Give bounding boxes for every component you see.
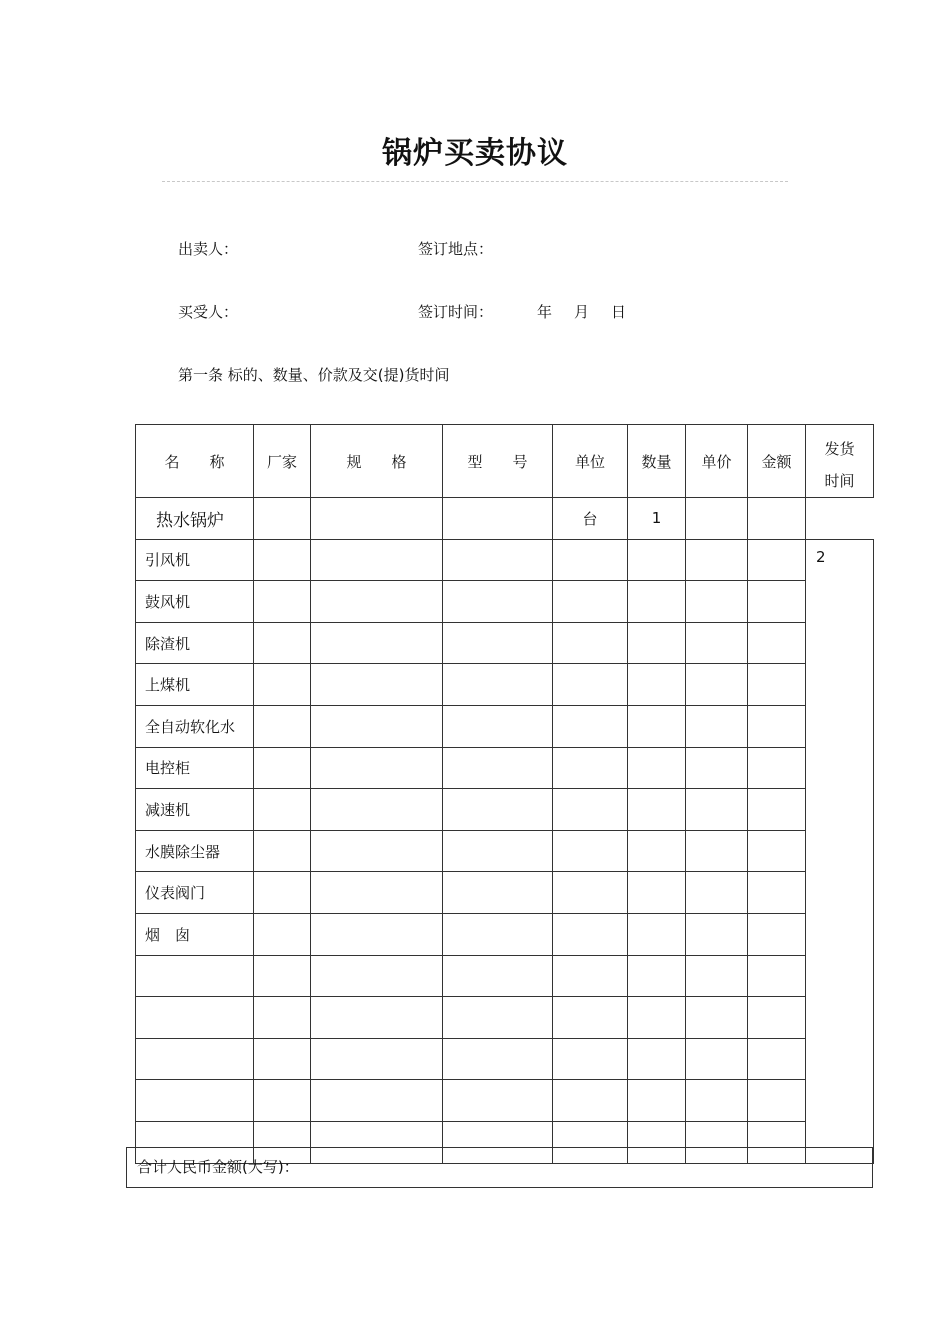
item-name: 引风机 xyxy=(136,539,254,581)
item-unit[interactable] xyxy=(553,789,628,831)
item-unit[interactable] xyxy=(553,664,628,706)
table-row xyxy=(136,789,874,831)
item-unit-price[interactable] xyxy=(686,498,748,540)
table-row xyxy=(136,581,874,623)
item-unit[interactable] xyxy=(553,747,628,789)
header-model: 型 号 xyxy=(443,425,553,498)
item-spec[interactable] xyxy=(311,997,443,1039)
item-name[interactable] xyxy=(136,1038,254,1080)
item-unit[interactable] xyxy=(553,955,628,997)
item-unit-price[interactable] xyxy=(686,1038,748,1080)
item-spec[interactable] xyxy=(311,747,443,789)
item-name: 仪表阀门 xyxy=(136,872,254,914)
article-1-heading: 第一条 标的、数量、价款及交(提)货时间 xyxy=(178,366,450,384)
item-spec[interactable] xyxy=(311,705,443,747)
total-amount-row xyxy=(126,1147,873,1188)
goods-table xyxy=(135,424,874,1164)
item-amount[interactable] xyxy=(748,913,806,955)
item-manufacturer[interactable] xyxy=(254,955,311,997)
item-unit[interactable] xyxy=(553,581,628,623)
item-manufacturer[interactable] xyxy=(254,705,311,747)
item-quantity[interactable] xyxy=(628,664,686,706)
item-amount[interactable] xyxy=(748,955,806,997)
item-spec[interactable] xyxy=(311,1038,443,1080)
item-amount[interactable] xyxy=(748,830,806,872)
item-unit-price[interactable] xyxy=(686,997,748,1039)
item-spec[interactable] xyxy=(311,1080,443,1122)
table-row xyxy=(136,830,874,872)
item-amount[interactable] xyxy=(748,539,806,581)
item-model[interactable] xyxy=(443,498,553,540)
year-label: 年 xyxy=(537,303,553,321)
item-name[interactable] xyxy=(136,997,254,1039)
item-quantity[interactable] xyxy=(628,539,686,581)
header-spec: 规 格 xyxy=(311,425,443,498)
item-amount[interactable] xyxy=(748,705,806,747)
item-unit-price[interactable] xyxy=(686,539,748,581)
item-spec[interactable] xyxy=(311,913,443,955)
item-manufacturer[interactable] xyxy=(254,997,311,1039)
header-name: 名 称 xyxy=(136,425,254,498)
item-manufacturer[interactable] xyxy=(254,1038,311,1080)
buyer-label: 买受人： xyxy=(178,303,239,321)
item-quantity[interactable] xyxy=(628,872,686,914)
item-model[interactable] xyxy=(443,747,553,789)
item-amount[interactable] xyxy=(748,747,806,789)
ship-time-cell: 2 xyxy=(806,539,874,1163)
header-ship-time-line1: 发货 xyxy=(824,440,855,458)
item-model[interactable] xyxy=(443,1080,553,1122)
item-unit-price[interactable] xyxy=(686,622,748,664)
item-name: 水膜除尘器 xyxy=(136,830,254,872)
item-amount[interactable] xyxy=(748,622,806,664)
day-label: 日 xyxy=(611,303,627,321)
item-manufacturer[interactable] xyxy=(254,872,311,914)
item-manufacturer[interactable] xyxy=(254,539,311,581)
item-quantity[interactable] xyxy=(628,1080,686,1122)
header-ship-time xyxy=(806,425,874,498)
item-unit[interactable] xyxy=(553,872,628,914)
item-unit-price[interactable] xyxy=(686,913,748,955)
item-manufacturer[interactable] xyxy=(254,789,311,831)
item-name: 电控柜 xyxy=(136,747,254,789)
item-quantity[interactable] xyxy=(628,830,686,872)
item-model[interactable] xyxy=(443,539,553,581)
table-row xyxy=(136,747,874,789)
item-quantity[interactable] xyxy=(628,789,686,831)
item-unit[interactable] xyxy=(553,705,628,747)
item-unit-price[interactable] xyxy=(686,955,748,997)
item-model[interactable] xyxy=(443,1038,553,1080)
item-manufacturer[interactable] xyxy=(254,913,311,955)
item-name: 全自动软化水 xyxy=(136,705,254,747)
item-spec[interactable] xyxy=(311,581,443,623)
item-model[interactable] xyxy=(443,955,553,997)
item-name: 热水锅炉 xyxy=(136,498,254,540)
item-manufacturer[interactable] xyxy=(254,498,311,540)
item-unit-price[interactable] xyxy=(686,664,748,706)
item-amount[interactable] xyxy=(748,664,806,706)
item-manufacturer[interactable] xyxy=(254,830,311,872)
item-spec[interactable] xyxy=(311,539,443,581)
item-name: 除渣机 xyxy=(136,622,254,664)
item-name: 上煤机 xyxy=(136,664,254,706)
item-spec[interactable] xyxy=(311,955,443,997)
item-unit-price[interactable] xyxy=(686,1080,748,1122)
item-unit[interactable] xyxy=(553,622,628,664)
item-spec[interactable] xyxy=(311,872,443,914)
item-unit[interactable] xyxy=(553,1038,628,1080)
item-manufacturer[interactable] xyxy=(254,622,311,664)
table-row xyxy=(136,539,874,581)
item-model[interactable] xyxy=(443,705,553,747)
item-unit[interactable] xyxy=(553,913,628,955)
item-model[interactable] xyxy=(443,913,553,955)
table-row xyxy=(136,1080,874,1122)
item-amount[interactable] xyxy=(748,498,806,540)
item-quantity[interactable] xyxy=(628,997,686,1039)
item-quantity[interactable] xyxy=(628,705,686,747)
item-manufacturer[interactable] xyxy=(254,581,311,623)
item-amount[interactable] xyxy=(748,872,806,914)
table-row xyxy=(136,997,874,1039)
signing-place-label: 签订地点： xyxy=(418,240,494,258)
item-quantity: 1 xyxy=(628,498,686,540)
table-row xyxy=(136,498,874,540)
item-unit-price[interactable] xyxy=(686,581,748,623)
item-model[interactable] xyxy=(443,830,553,872)
item-spec[interactable] xyxy=(311,789,443,831)
item-quantity[interactable] xyxy=(628,913,686,955)
table-row xyxy=(136,622,874,664)
item-amount[interactable] xyxy=(748,789,806,831)
item-model[interactable] xyxy=(443,581,553,623)
item-name[interactable] xyxy=(136,955,254,997)
item-quantity[interactable] xyxy=(628,1038,686,1080)
seller-label: 出卖人： xyxy=(178,240,239,258)
item-model[interactable] xyxy=(443,872,553,914)
total-amount-label: 合计人民币金额(大写)： xyxy=(137,1158,299,1176)
table-row xyxy=(136,664,874,706)
item-unit-price[interactable] xyxy=(686,789,748,831)
item-unit-price[interactable] xyxy=(686,747,748,789)
item-unit-price[interactable] xyxy=(686,830,748,872)
item-unit: 台 xyxy=(553,498,628,540)
item-manufacturer[interactable] xyxy=(254,747,311,789)
item-model[interactable] xyxy=(443,789,553,831)
item-name[interactable] xyxy=(136,1080,254,1122)
item-spec[interactable] xyxy=(311,830,443,872)
header-amount: 金额 xyxy=(748,425,806,498)
item-quantity[interactable] xyxy=(628,955,686,997)
document-title: 锅炉买卖协议 xyxy=(382,136,568,171)
signing-time-label: 签订时间： xyxy=(418,303,494,321)
table-row xyxy=(136,1038,874,1080)
item-unit[interactable] xyxy=(553,830,628,872)
item-spec[interactable] xyxy=(311,498,443,540)
item-spec[interactable] xyxy=(311,664,443,706)
header-manufacturer: 厂家 xyxy=(254,425,311,498)
header-ship-time-line2: 时间 xyxy=(824,472,855,490)
item-manufacturer[interactable] xyxy=(254,1080,311,1122)
item-quantity[interactable] xyxy=(628,747,686,789)
item-amount[interactable] xyxy=(748,997,806,1039)
item-model[interactable] xyxy=(443,664,553,706)
item-manufacturer[interactable] xyxy=(254,664,311,706)
item-amount[interactable] xyxy=(748,581,806,623)
item-amount[interactable] xyxy=(748,1038,806,1080)
title-divider xyxy=(162,181,788,182)
table-row xyxy=(136,872,874,914)
item-unit[interactable] xyxy=(553,1080,628,1122)
item-model[interactable] xyxy=(443,997,553,1039)
month-label: 月 xyxy=(574,303,590,321)
item-model[interactable] xyxy=(443,622,553,664)
header-unit: 单位 xyxy=(553,425,628,498)
item-name: 减速机 xyxy=(136,789,254,831)
item-amount[interactable] xyxy=(748,1080,806,1122)
item-quantity[interactable] xyxy=(628,622,686,664)
header-quantity: 数量 xyxy=(628,425,686,498)
item-unit-price[interactable] xyxy=(686,705,748,747)
item-spec[interactable] xyxy=(311,622,443,664)
item-unit-price[interactable] xyxy=(686,872,748,914)
item-unit[interactable] xyxy=(553,997,628,1039)
header-unit-price: 单价 xyxy=(686,425,748,498)
item-name: 烟 囱 xyxy=(136,913,254,955)
table-header-row xyxy=(136,425,874,498)
table-row xyxy=(136,955,874,997)
table-row xyxy=(136,705,874,747)
item-name: 鼓风机 xyxy=(136,581,254,623)
table-row xyxy=(136,913,874,955)
item-unit[interactable] xyxy=(553,539,628,581)
item-quantity[interactable] xyxy=(628,581,686,623)
